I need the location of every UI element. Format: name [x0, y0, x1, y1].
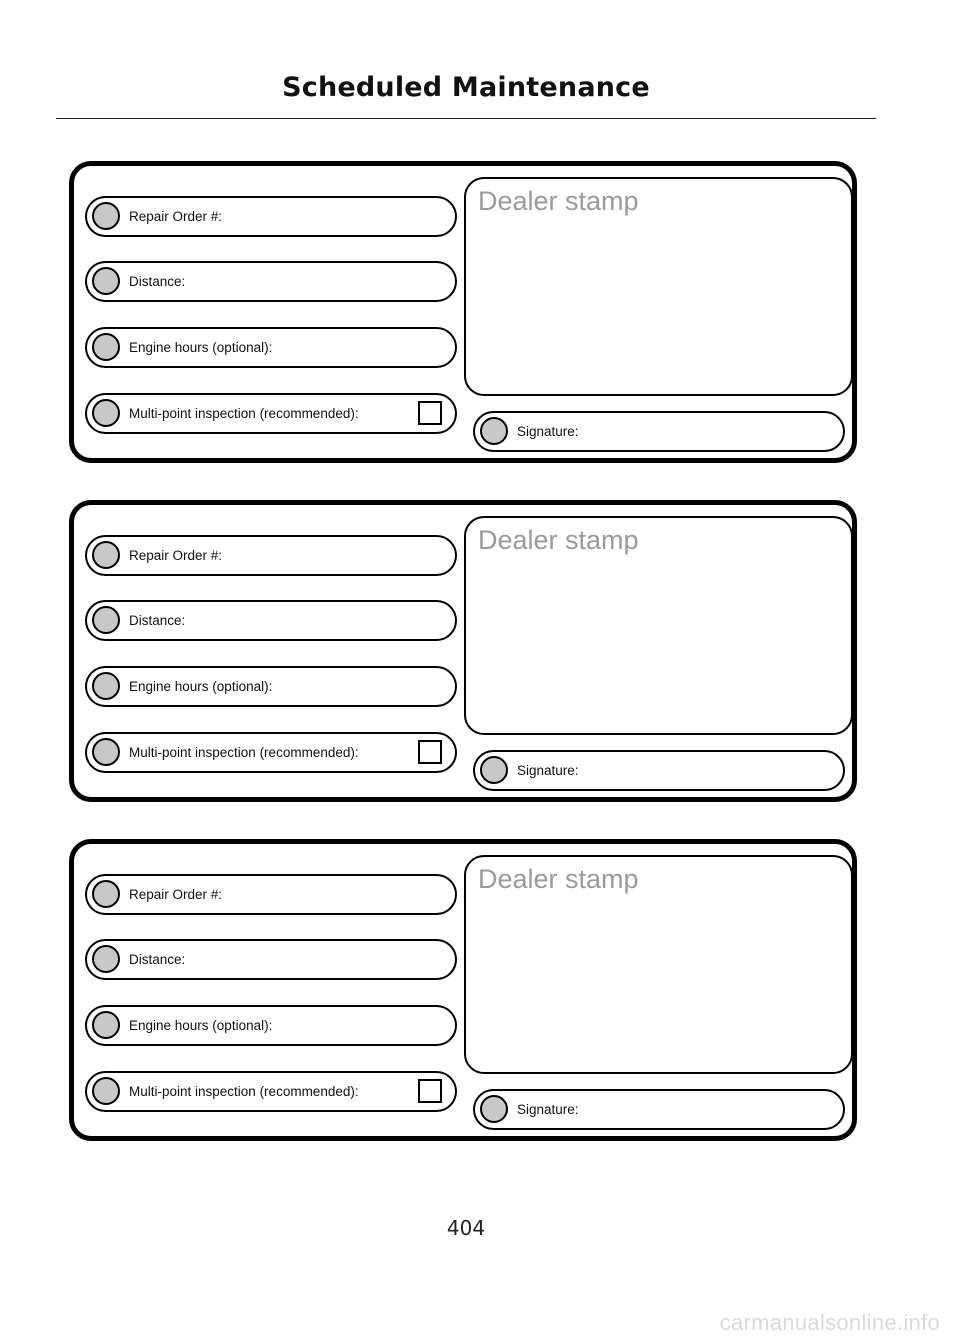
inspection-checkbox[interactable]	[418, 401, 442, 425]
circle-bullet-icon	[92, 267, 120, 295]
inspection-checkbox[interactable]	[418, 740, 442, 764]
field-label: Distance:	[129, 613, 186, 628]
multi-point-inspection-field[interactable]	[85, 1071, 457, 1112]
multi-point-inspection-field[interactable]	[85, 393, 457, 434]
distance-field[interactable]	[85, 261, 457, 302]
circle-bullet-icon	[480, 756, 508, 784]
circle-bullet-icon	[92, 606, 120, 634]
repair-order-field[interactable]	[85, 535, 457, 576]
maintenance-record-card	[69, 500, 857, 802]
inspection-checkbox[interactable]	[418, 1079, 442, 1103]
circle-bullet-icon	[92, 672, 120, 700]
engine-hours-field[interactable]	[85, 1005, 457, 1046]
circle-bullet-icon	[480, 1095, 508, 1123]
multi-point-inspection-field[interactable]	[85, 732, 457, 773]
signature-field[interactable]	[473, 411, 845, 452]
signature-label: Signature:	[517, 1102, 579, 1117]
dealer-stamp-label: Dealer stamp	[478, 864, 639, 894]
engine-hours-field[interactable]	[85, 666, 457, 707]
field-label: Engine hours (optional):	[129, 679, 273, 694]
field-label: Multi-point inspection (recommended):	[129, 745, 359, 760]
maintenance-record-card	[69, 161, 857, 463]
field-label: Multi-point inspection (recommended):	[129, 1084, 359, 1099]
circle-bullet-icon	[92, 399, 120, 427]
circle-bullet-icon	[92, 333, 120, 361]
field-label: Repair Order #:	[129, 209, 223, 224]
signature-label: Signature:	[517, 424, 579, 439]
page-number: 404	[446, 1216, 486, 1240]
field-label: Repair Order #:	[129, 887, 223, 902]
page-title: Scheduled Maintenance	[282, 72, 650, 103]
signature-field[interactable]	[473, 750, 845, 791]
repair-order-field[interactable]	[85, 874, 457, 915]
circle-bullet-icon	[92, 945, 120, 973]
field-label: Distance:	[129, 952, 186, 967]
dealer-stamp-label: Dealer stamp	[478, 186, 639, 216]
dealer-stamp-box	[464, 516, 853, 735]
field-label: Engine hours (optional):	[129, 340, 273, 355]
field-label: Distance:	[129, 274, 186, 289]
circle-bullet-icon	[92, 541, 120, 569]
circle-bullet-icon	[92, 880, 120, 908]
circle-bullet-icon	[92, 1011, 120, 1039]
maintenance-record-card	[69, 839, 857, 1141]
engine-hours-field[interactable]	[85, 327, 457, 368]
field-label: Repair Order #:	[129, 548, 223, 563]
field-label: Multi-point inspection (recommended):	[129, 406, 359, 421]
repair-order-field[interactable]	[85, 196, 457, 237]
signature-label: Signature:	[517, 763, 579, 778]
watermark: carmanualsonline.info	[719, 1310, 940, 1335]
distance-field[interactable]	[85, 600, 457, 641]
dealer-stamp-box	[464, 177, 853, 396]
signature-field[interactable]	[473, 1089, 845, 1130]
title-divider	[56, 118, 876, 119]
circle-bullet-icon	[92, 1077, 120, 1105]
circle-bullet-icon	[92, 738, 120, 766]
circle-bullet-icon	[480, 417, 508, 445]
dealer-stamp-box	[464, 855, 853, 1074]
circle-bullet-icon	[92, 202, 120, 230]
distance-field[interactable]	[85, 939, 457, 980]
dealer-stamp-label: Dealer stamp	[478, 525, 639, 555]
field-label: Engine hours (optional):	[129, 1018, 273, 1033]
